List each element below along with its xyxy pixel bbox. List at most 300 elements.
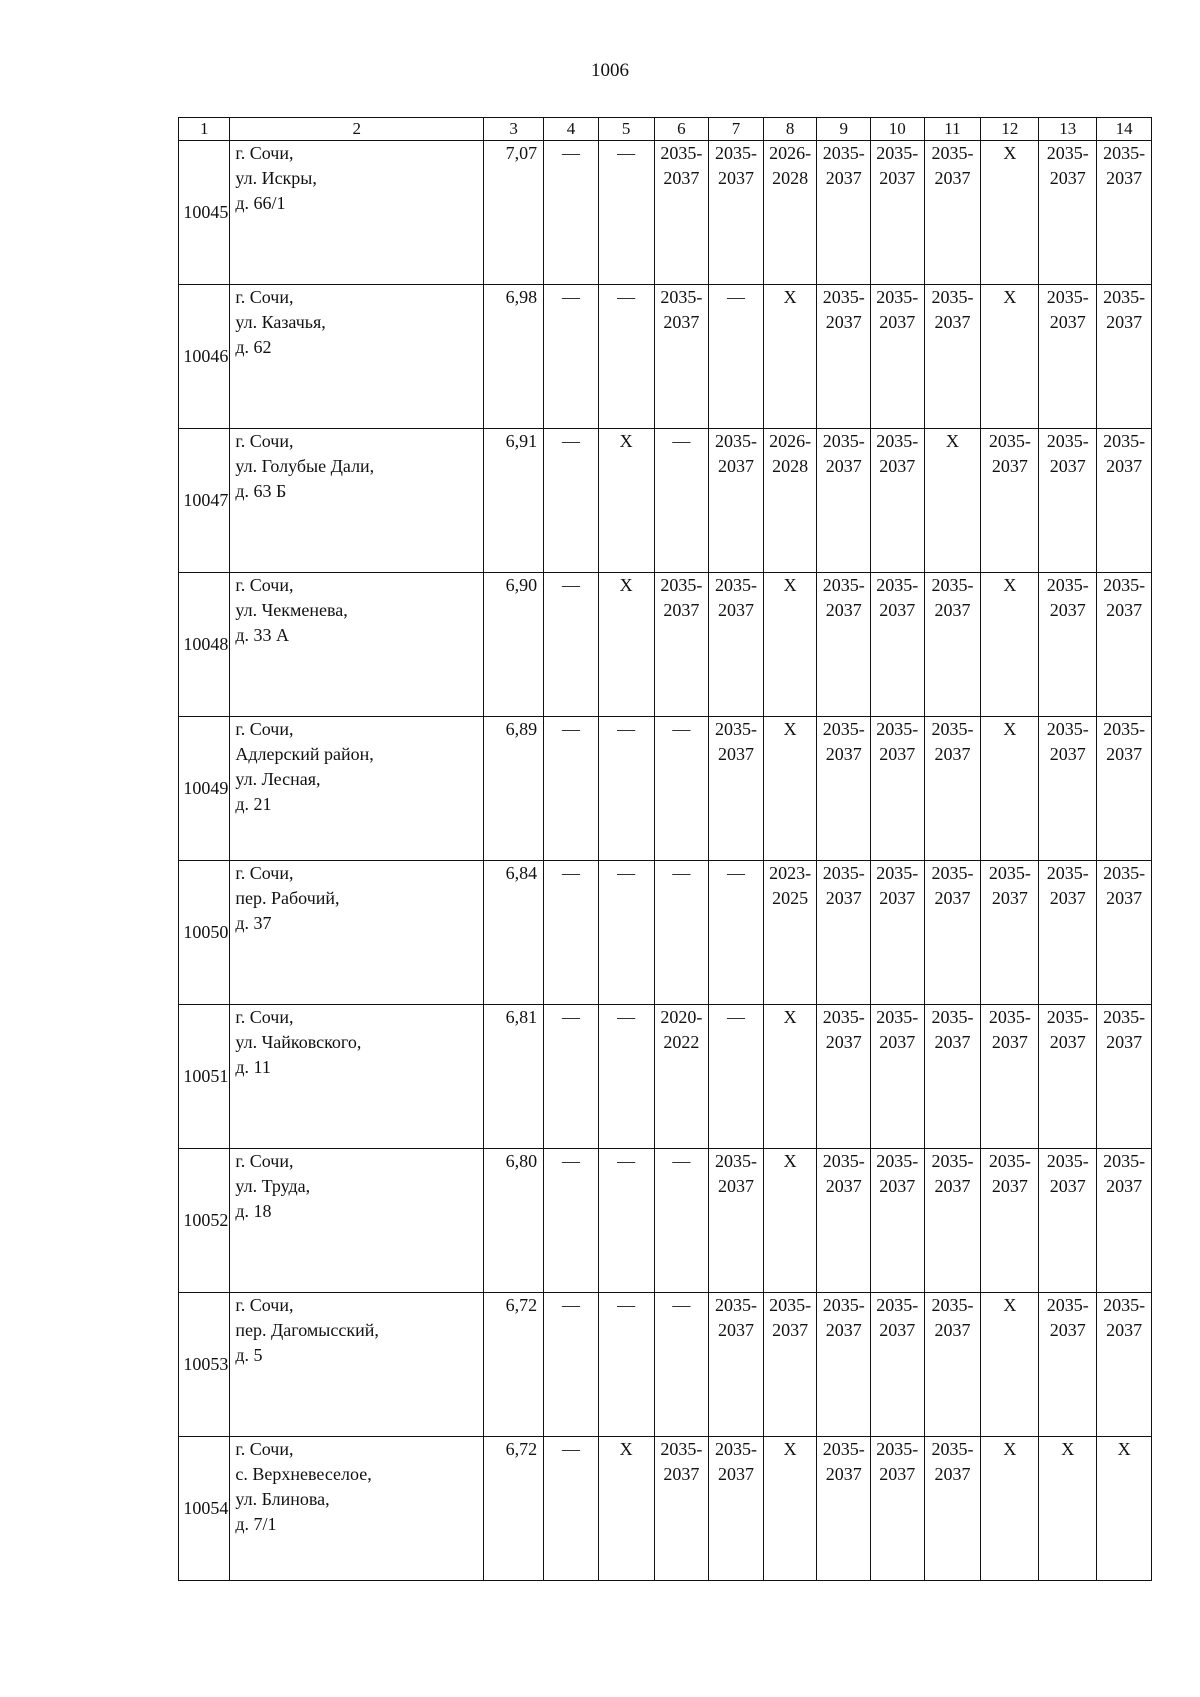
period-value: 2035- 2037 — [822, 1295, 865, 1340]
period-cell-col6 — [654, 861, 709, 1005]
period-value: 2035- 2037 — [715, 1151, 758, 1196]
period-value: 2035- 2037 — [931, 1439, 974, 1484]
period-cell-col13 — [1039, 1149, 1097, 1293]
address-cell — [230, 1149, 484, 1293]
period-cell-col13 — [1039, 717, 1097, 861]
period-cell-col11 — [924, 1149, 981, 1293]
period-cell-col6 — [654, 1293, 709, 1437]
address-line: г. Сочи, — [235, 431, 294, 451]
period-value: 2035- 2037 — [876, 1007, 919, 1052]
period-value: 2035- 2037 — [1103, 719, 1146, 764]
column-header-3: 3 — [484, 118, 544, 141]
period-cell-col6 — [654, 141, 709, 285]
period-cell-col8 — [763, 285, 817, 429]
address-line: пер. Дагомысский, — [235, 1320, 379, 1340]
period-value: 2035- 2037 — [1103, 863, 1146, 908]
table-row — [179, 573, 1152, 717]
period-value: X — [945, 431, 959, 451]
period-cell-col11 — [924, 861, 981, 1005]
period-value: X — [783, 287, 797, 307]
period-cell-col10 — [870, 1149, 924, 1293]
period-cell-col9 — [817, 141, 871, 285]
period-cell-col8 — [763, 1005, 817, 1149]
period-cell-col6 — [654, 1005, 709, 1149]
address-line: ул. Искры, — [235, 168, 317, 188]
period-value: 2035- 2037 — [1103, 287, 1146, 332]
period-value: 2035- 2037 — [1103, 1151, 1146, 1196]
period-cell-col4 — [544, 717, 599, 861]
period-value: 2035- 2037 — [931, 719, 974, 764]
column-header-11: 11 — [924, 118, 981, 141]
period-value: — — [561, 1151, 580, 1171]
address-line: д. 63 Б — [235, 481, 287, 501]
period-value: X — [783, 1439, 797, 1459]
period-value: 2035- 2037 — [931, 1295, 974, 1340]
period-cell-col14 — [1097, 1149, 1152, 1293]
table-row — [179, 717, 1152, 861]
period-cell-col12 — [981, 141, 1039, 285]
period-value: 2035- 2037 — [876, 719, 919, 764]
period-cell-col14 — [1097, 1005, 1152, 1149]
period-value: — — [617, 1007, 636, 1027]
period-cell-col5 — [598, 1149, 654, 1293]
period-cell-col6 — [654, 285, 709, 429]
period-cell-col7 — [709, 861, 764, 1005]
period-value: X — [1003, 287, 1017, 307]
period-cell-col5 — [598, 861, 654, 1005]
period-cell-col9 — [817, 429, 871, 573]
address-line: г. Сочи, — [235, 287, 294, 307]
address-cell — [230, 861, 484, 1005]
period-cell-col9 — [817, 1437, 871, 1581]
address-line: д. 33 А — [235, 625, 290, 645]
address-line: д. 37 — [235, 913, 272, 933]
period-cell-col14 — [1097, 285, 1152, 429]
period-cell-col9 — [817, 1149, 871, 1293]
period-value: 2035- 2037 — [876, 1151, 919, 1196]
period-value: — — [727, 863, 746, 883]
period-value: 2035- 2037 — [660, 1439, 703, 1484]
period-cell-col12 — [981, 285, 1039, 429]
period-cell-col12 — [981, 429, 1039, 573]
column-header-5: 5 — [598, 118, 654, 141]
period-cell-col8 — [763, 141, 817, 285]
period-value: 2035- 2037 — [1103, 431, 1146, 476]
period-cell-col4 — [544, 1005, 599, 1149]
area-value: 6,98 — [484, 285, 544, 429]
table-row — [179, 1149, 1152, 1293]
column-header-10: 10 — [870, 118, 924, 141]
address-line: г. Сочи, — [235, 1007, 294, 1027]
period-value: 2035- 2037 — [876, 1295, 919, 1340]
record-number: 10054 — [179, 1437, 230, 1581]
period-value: 2035- 2037 — [715, 143, 758, 188]
address-line: д. 11 — [235, 1057, 271, 1077]
period-cell-col4 — [544, 861, 599, 1005]
period-value: — — [561, 719, 580, 739]
period-cell-col11 — [924, 1437, 981, 1581]
period-value: 2035- 2037 — [822, 1151, 865, 1196]
period-value: 2035- 2037 — [822, 1439, 865, 1484]
period-value: 2035- 2037 — [822, 431, 865, 476]
period-cell-col9 — [817, 1293, 871, 1437]
address-line: д. 62 — [235, 337, 272, 357]
address-line: ул. Казачья, — [235, 312, 326, 332]
column-header-2: 2 — [230, 118, 484, 141]
period-value: — — [561, 1295, 580, 1315]
period-value: 2035- 2037 — [931, 863, 974, 908]
period-cell-col10 — [870, 429, 924, 573]
record-number: 10053 — [179, 1293, 230, 1437]
period-cell-col8 — [763, 861, 817, 1005]
period-value: 2035- 2037 — [876, 1439, 919, 1484]
period-cell-col12 — [981, 1293, 1039, 1437]
address-line: д. 18 — [235, 1201, 272, 1221]
period-cell-col7 — [709, 1005, 764, 1149]
period-cell-col5 — [598, 141, 654, 285]
address-cell — [230, 1293, 484, 1437]
period-value: X — [1003, 1295, 1017, 1315]
period-value: — — [727, 287, 746, 307]
period-cell-col6 — [654, 1437, 709, 1581]
address-line: г. Сочи, — [235, 1151, 294, 1171]
period-value: 2035- 2037 — [1046, 431, 1089, 476]
period-value: — — [672, 431, 691, 451]
period-cell-col13 — [1039, 1005, 1097, 1149]
record-number: 10052 — [179, 1149, 230, 1293]
table-row — [179, 141, 1152, 285]
period-cell-col10 — [870, 717, 924, 861]
period-cell-col8 — [763, 1437, 817, 1581]
period-value: 2035- 2037 — [715, 1439, 758, 1484]
period-cell-col10 — [870, 141, 924, 285]
address-line: ул. Чекменева, — [235, 600, 348, 620]
period-cell-col8 — [763, 1293, 817, 1437]
address-cell — [230, 141, 484, 285]
period-value: 2035- 2037 — [715, 719, 758, 764]
period-cell-col4 — [544, 1437, 599, 1581]
record-number: 10047 — [179, 429, 230, 573]
period-value: X — [1003, 575, 1017, 595]
period-cell-col7 — [709, 1437, 764, 1581]
column-header-6: 6 — [654, 118, 709, 141]
period-cell-col5 — [598, 1005, 654, 1149]
address-line: д. 7/1 — [235, 1514, 277, 1534]
record-number: 10050 — [179, 861, 230, 1005]
registry-table — [178, 117, 1152, 1581]
address-line: ул. Блинова, — [235, 1489, 330, 1509]
period-value: 2035- 2037 — [876, 863, 919, 908]
period-value: X — [783, 1007, 797, 1027]
period-cell-col12 — [981, 861, 1039, 1005]
period-value: — — [617, 863, 636, 883]
address-line: д. 66/1 — [235, 193, 286, 213]
period-cell-col11 — [924, 1293, 981, 1437]
period-value: 2035- 2037 — [931, 1007, 974, 1052]
table-row — [179, 1005, 1152, 1149]
period-value: X — [783, 575, 797, 595]
period-cell-col12 — [981, 573, 1039, 717]
period-cell-col10 — [870, 285, 924, 429]
column-header-7: 7 — [709, 118, 764, 141]
period-value: 2035- 2037 — [660, 143, 703, 188]
period-cell-col10 — [870, 1005, 924, 1149]
period-value: 2035- 2037 — [1103, 575, 1146, 620]
period-value: X — [1003, 719, 1017, 739]
period-cell-col6 — [654, 573, 709, 717]
address-line: ул. Труда, — [235, 1176, 311, 1196]
area-value: 6,72 — [484, 1437, 544, 1581]
period-cell-col6 — [654, 1149, 709, 1293]
period-cell-col5 — [598, 1293, 654, 1437]
area-value: 6,90 — [484, 573, 544, 717]
period-cell-col13 — [1039, 1437, 1097, 1581]
period-cell-col13 — [1039, 1293, 1097, 1437]
period-value: 2035- 2037 — [822, 719, 865, 764]
address-line: г. Сочи, — [235, 1295, 294, 1315]
address-cell — [230, 1005, 484, 1149]
period-value: — — [561, 431, 580, 451]
column-number-header — [179, 118, 1152, 141]
period-cell-col11 — [924, 573, 981, 717]
record-number: 10046 — [179, 285, 230, 429]
period-cell-col4 — [544, 573, 599, 717]
period-cell-col8 — [763, 429, 817, 573]
period-cell-col5 — [598, 573, 654, 717]
address-cell — [230, 1437, 484, 1581]
period-value: — — [561, 863, 580, 883]
address-cell — [230, 429, 484, 573]
period-value: 2035- 2037 — [931, 575, 974, 620]
period-value: 2035- 2037 — [715, 1295, 758, 1340]
period-cell-col14 — [1097, 1293, 1152, 1437]
column-header-12: 12 — [981, 118, 1039, 141]
period-value: 2035- 2037 — [660, 287, 703, 332]
period-value: 2035- 2037 — [1046, 1007, 1089, 1052]
period-value: X — [1117, 1439, 1131, 1459]
area-value: 6,81 — [484, 1005, 544, 1149]
period-value: 2035- 2037 — [822, 143, 865, 188]
period-cell-col14 — [1097, 573, 1152, 717]
period-cell-col13 — [1039, 141, 1097, 285]
address-line: с. Верхневеселое, — [235, 1464, 372, 1484]
period-cell-col4 — [544, 1293, 599, 1437]
table-row — [179, 1437, 1152, 1581]
period-cell-col4 — [544, 1149, 599, 1293]
table-row — [179, 429, 1152, 573]
period-value: 2035- 2037 — [822, 287, 865, 332]
period-cell-col9 — [817, 573, 871, 717]
address-line: ул. Чайковского, — [235, 1032, 362, 1052]
table-body — [179, 118, 1152, 1581]
period-value: 2035- 2037 — [931, 1151, 974, 1196]
period-value: — — [561, 287, 580, 307]
column-header-13: 13 — [1039, 118, 1097, 141]
period-value: 2035- 2037 — [876, 143, 919, 188]
period-cell-col12 — [981, 1437, 1039, 1581]
record-number: 10048 — [179, 573, 230, 717]
table-row — [179, 1293, 1152, 1437]
address-line: ул. Голубые Дали, — [235, 456, 375, 476]
period-cell-col9 — [817, 285, 871, 429]
column-header-8: 8 — [763, 118, 817, 141]
period-value: 2035- 2037 — [931, 143, 974, 188]
period-value: 2035- 2037 — [876, 287, 919, 332]
address-cell — [230, 285, 484, 429]
period-cell-col6 — [654, 717, 709, 861]
period-value: 2035- 2037 — [876, 431, 919, 476]
period-cell-col8 — [763, 717, 817, 861]
address-line: ул. Лесная, — [235, 769, 321, 789]
period-value: 2035- 2037 — [988, 1151, 1031, 1196]
period-cell-col14 — [1097, 141, 1152, 285]
address-cell — [230, 717, 484, 861]
period-value: X — [783, 719, 797, 739]
period-value: 2035- 2037 — [876, 575, 919, 620]
page-number: 1006 — [591, 60, 629, 81]
period-value: X — [619, 1439, 633, 1459]
period-cell-col7 — [709, 1293, 764, 1437]
period-value: 2035- 2037 — [1103, 1295, 1146, 1340]
period-cell-col8 — [763, 1149, 817, 1293]
address-line: г. Сочи, — [235, 143, 294, 163]
period-cell-col7 — [709, 717, 764, 861]
period-value: 2035- 2037 — [1046, 575, 1089, 620]
period-cell-col12 — [981, 1005, 1039, 1149]
period-value: 2035- 2037 — [822, 1007, 865, 1052]
period-cell-col5 — [598, 285, 654, 429]
period-value: 2035- 2037 — [1103, 143, 1146, 188]
column-header-9: 9 — [817, 118, 871, 141]
period-value: — — [672, 1295, 691, 1315]
period-value: 2035- 2037 — [660, 575, 703, 620]
period-value: 2035- 2037 — [715, 431, 758, 476]
period-cell-col13 — [1039, 429, 1097, 573]
period-cell-col9 — [817, 1005, 871, 1149]
period-value: X — [1061, 1439, 1075, 1459]
period-cell-col9 — [817, 861, 871, 1005]
address-line: г. Сочи, — [235, 719, 294, 739]
period-value: — — [561, 1439, 580, 1459]
period-value: X — [1003, 143, 1017, 163]
period-value: 2035- 2037 — [1046, 863, 1089, 908]
period-value: 2035- 2037 — [822, 863, 865, 908]
period-cell-col13 — [1039, 573, 1097, 717]
period-value: X — [1003, 1439, 1017, 1459]
address-cell — [230, 573, 484, 717]
period-value: 2035- 2037 — [822, 575, 865, 620]
period-cell-col10 — [870, 1437, 924, 1581]
period-value: — — [561, 575, 580, 595]
period-cell-col4 — [544, 141, 599, 285]
area-value: 6,72 — [484, 1293, 544, 1437]
period-cell-col10 — [870, 573, 924, 717]
record-number: 10051 — [179, 1005, 230, 1149]
period-cell-col5 — [598, 429, 654, 573]
address-line: г. Сочи, — [235, 575, 294, 595]
period-cell-col13 — [1039, 285, 1097, 429]
period-cell-col7 — [709, 141, 764, 285]
period-cell-col12 — [981, 1149, 1039, 1293]
period-cell-col7 — [709, 1149, 764, 1293]
record-number: 10045 — [179, 141, 230, 285]
period-cell-col14 — [1097, 717, 1152, 861]
address-line: пер. Рабочий, — [235, 888, 340, 908]
period-value: 2035- 2037 — [769, 1295, 812, 1340]
area-value: 6,91 — [484, 429, 544, 573]
period-cell-col11 — [924, 429, 981, 573]
period-value: 2035- 2037 — [1046, 143, 1089, 188]
area-value: 6,80 — [484, 1149, 544, 1293]
period-value: 2035- 2037 — [988, 1007, 1031, 1052]
period-cell-col11 — [924, 717, 981, 861]
period-cell-col10 — [870, 861, 924, 1005]
period-value: — — [727, 1007, 746, 1027]
period-value: — — [672, 1151, 691, 1171]
period-value: — — [561, 1007, 580, 1027]
period-value: 2035- 2037 — [988, 431, 1031, 476]
area-value: 6,89 — [484, 717, 544, 861]
period-cell-col9 — [817, 717, 871, 861]
period-cell-col14 — [1097, 429, 1152, 573]
period-cell-col7 — [709, 429, 764, 573]
period-cell-col11 — [924, 1005, 981, 1149]
period-value: 2035- 2037 — [1046, 1151, 1089, 1196]
period-cell-col10 — [870, 1293, 924, 1437]
address-line: д. 5 — [235, 1345, 263, 1365]
period-value: 2020- 2022 — [660, 1007, 703, 1052]
period-cell-col4 — [544, 429, 599, 573]
period-cell-col6 — [654, 429, 709, 573]
record-number: 10049 — [179, 717, 230, 861]
address-line: д. 21 — [235, 794, 272, 814]
period-value: 2035- 2037 — [1046, 287, 1089, 332]
period-value: 2035- 2037 — [715, 575, 758, 620]
period-value: — — [561, 143, 580, 163]
period-value: — — [617, 1151, 636, 1171]
period-value: X — [619, 575, 633, 595]
period-value: X — [619, 431, 633, 451]
period-value: 2035- 2037 — [931, 287, 974, 332]
address-line: г. Сочи, — [235, 863, 294, 883]
period-value: — — [617, 143, 636, 163]
period-cell-col11 — [924, 285, 981, 429]
period-value: 2023- 2025 — [769, 863, 812, 908]
column-header-1: 1 — [179, 118, 230, 141]
period-value: — — [617, 287, 636, 307]
period-cell-col4 — [544, 285, 599, 429]
column-header-14: 14 — [1097, 118, 1152, 141]
period-cell-col7 — [709, 573, 764, 717]
period-cell-col12 — [981, 717, 1039, 861]
area-value: 6,84 — [484, 861, 544, 1005]
period-cell-col11 — [924, 141, 981, 285]
period-value: 2035- 2037 — [1046, 719, 1089, 764]
period-cell-col8 — [763, 573, 817, 717]
period-value: X — [783, 1151, 797, 1171]
period-cell-col5 — [598, 1437, 654, 1581]
period-value: 2026- 2028 — [769, 143, 812, 188]
table-row — [179, 285, 1152, 429]
period-value: 2035- 2037 — [988, 863, 1031, 908]
address-line: г. Сочи, — [235, 1439, 294, 1459]
period-cell-col14 — [1097, 1437, 1152, 1581]
period-cell-col5 — [598, 717, 654, 861]
period-cell-col14 — [1097, 861, 1152, 1005]
address-line: Адлерский район, — [235, 744, 374, 764]
period-value: — — [617, 719, 636, 739]
area-value: 7,07 — [484, 141, 544, 285]
